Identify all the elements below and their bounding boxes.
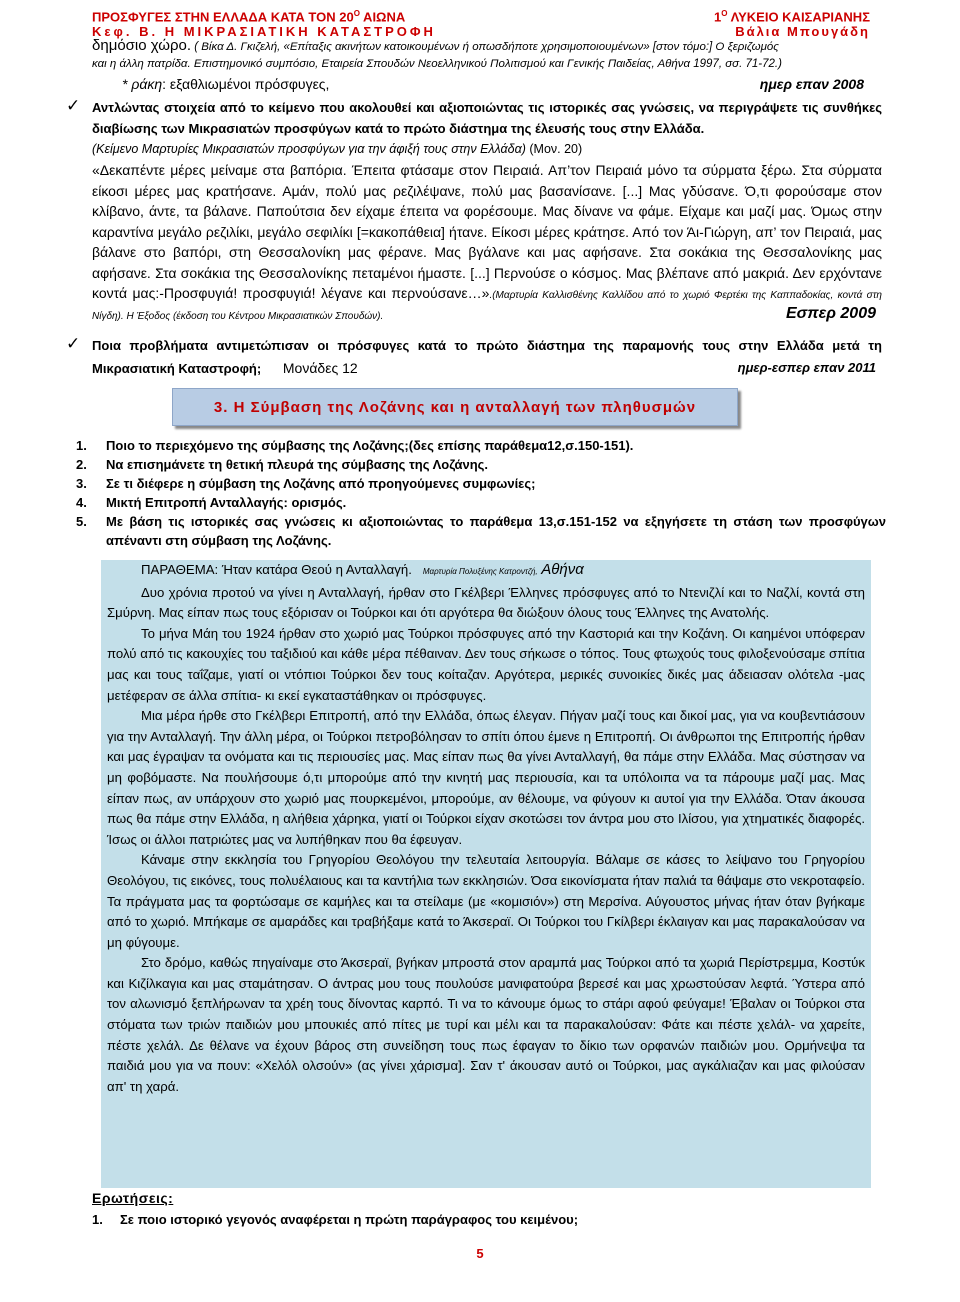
question-item: 1. Σε ποιο ιστορικό γεγονός αναφέρεται η πρώτη παράγραφος του κειμένου;: [92, 1212, 579, 1227]
question-a: [92, 97, 882, 325]
header-school: $1^O$ ΛΥΚΕΙΟ ΚΑΙΣΑΡΙΑΝΗΣ: [714, 9, 870, 25]
intro-reference-cont: και η άλλη πατρίδα. Επιστημονικό συμπόσιο, Εταιρεία Σπουδών Νεοελληνικού Πολιτισμού και Γενικής Παιδείας, Αθήνα 1997, σσ. 71-72.): [92, 58, 782, 70]
question-b-date: ημερ-εσπερ επαν 2011: [737, 360, 876, 375]
question-a-text: Αντλώντας στοιχεία από το κείμενο που ακολουθεί και αξιοποιώντας τις ιστορικές σας γνώσεις, να περιγράψετε τις συνθήκες διαβίωσης των Μικρασιατών προσφύγων κατά το πρώτο διάστημα της έλευσής τους στην Ελλάδα.: [92, 100, 882, 136]
header-chapter: Κεφ. Β. Η ΜΙΚΡΑΣΙΑΤΙΚΗ ΚΑΤΑΣΤΡΟΦΗ: [92, 24, 436, 40]
source-box: [101, 560, 871, 1188]
header-course-title: ΠΡΟΣΦΥΓΕΣ ΣΤΗΝ ΕΛΛΑΔΑ ΚΑΤΑ ΤΟΝ $20^O$ ΑΙΩΝΑ: [92, 9, 406, 25]
question-a-date: Εσπερ 2009: [785, 305, 876, 322]
intro-reference: ( Βίκα Δ. Γκιζελή, «Επίταξις ακινήτων κατοικουμένων ή οπωσδήποτε χρησιμοποιουμένων» [στον τόμο:] Ο ξεριζωμός: [191, 41, 779, 53]
list-item: 2. Να επισημάνετε τη θετική πλευρά της σύμβασης της Λοζάνης.: [76, 457, 489, 472]
questions-heading: Ερωτήσεις:: [92, 1190, 174, 1206]
intro-block: [92, 35, 882, 95]
checkmark-icon: ✓: [66, 334, 81, 353]
list-item: 3. Σε τι διέφερε η σύμβαση της Λοζάνης από προηγούμενες συμφωνίες;: [76, 476, 536, 491]
question-b-text: Ποια προβλήματα αντιμετώπισαν οι πρόσφυγες κατά το πρώτο διάστημα της παραμονής τους στην Ελλάδα μετά τη Μικρασιατική Καταστροφή;: [92, 338, 882, 376]
checkmark-icon: ✓: [66, 96, 81, 115]
list-item: 4. Μικτή Επιτροπή Ανταλλαγής: ορισμός.: [76, 495, 347, 510]
question-b: [92, 335, 882, 380]
source-paragraph: Στο δρόμο, καθώς πηγαίναμε στο Άκσεραϊ, βγήκαν μπροστά στον αραμπά μας Τούρκοι από τα χωριά Περίστρεμμα, Κοστύκ και Κιζίλκαγια και μας σταμάτησαν. Ο άντρας μου τους πουλούσε μανιφατούρα βερεσέ και μας χρωστούσαν λεφτά. Ύστερα από τον αλωνισμό ξεπλήρωναν τα χρέη τους δίνοντας καρπό. Τι να το κάνουμε όμως το στάρι αφού φεύγαμε! Έβαλαν οι Τούρκοι στα στόματα των τριών παιδιών μου μπουκιές από πίτες με τυρί και μέλι και τα παρακαλούσαν: Φάτε και πέστε χελάλ- να χαρείτε, πέστε χελάλ. Δε θέλανε να έχουν βάρος στη συνείδηση τους πως έφαγαν το δίκιο των ορφανών παιδιών μου. Ορμήνεψα τα παιδιά μου για να πουν: «Χελόλ ολσούν» (ας γίνει χάρισμα]. Σαν τ' άκουσαν αυτό οι Τούρκοι, μας αγκάλιαζαν και μας φιλούσαν απ' τη χαρά.: [107, 955, 865, 1094]
source-paragraph: Το μήνα Μάη του 1924 ήρθαν στο χωριό μας Τούρκοι πρόσφυγες από την Καστοριά και την Κοζάνη. Οι καημένοι υπόφεραν πολύ από τις κακουχίες του ταξιδιού και κάθε μέρα πέθαιναν. Δεν τους σήκωσε ο τόπος. Τους φτωχούς τους φιλοξενούσαμε σπίτια μας και τους ταΐζαμε, γιατί οι ντόπιοι Τούρκοι δεν τους κοίταζαν. Αργότερα, μερικές συνοικίες δικές μας άδειασαν ολότελα -μας μετέφεραν σε άλλα σπίτια- κι εκεί εγκαταστάθηκαν οι πρόσφυγες.: [107, 625, 865, 703]
section-title: 3. Η Σύμβαση της Λοζάνης και η ανταλλαγή των πληθυσμών: [172, 388, 738, 426]
page-number: 5: [476, 1246, 484, 1261]
question-a-source: (Κείμενο Μαρτυρίες Μικρασιατών προσφύγων για την άφιξή τους στην Ελλάδα) (Μον. 20): [92, 142, 583, 156]
intro-text: δημόσιο χώρο.: [92, 37, 192, 54]
source-paragraph: Μια μέρα ήρθε στο Γκέλβερι Επιτροπή, από την Ελλάδα, όπως έλεγαν. Πήγαν μαζί τους και δικοί μας, για να κουβεντιάσουν για την Ανταλλαγή. Την άλλη μέρα, οι Τούρκοι πετροβόλησαν το σπίτι όπου έμενε η Επιτροπή. Οι άνθρωποι της Επιτροπής ήρθαν και μας έγραψαν τα ονόματα και τις περιουσίες μας. Μας είπαν πως θα γίνει Ανταλλαγή, θα πάμε στην Ελλάδα. Μας σύστησαν να μη φοβόμαστε. Να πουλήσουμε ό,τι μπορούμε από την κινητή μας περιουσία, και τα υπόλοιπα να τα πάρουμε μαζί μας. Μας είπαν πως, αν υπάρχουν στο χωριό μας πουρκεμένοι, μπορούμε, αν θέλουμε, να φύγουν κι αυτοί για την Ελλάδα. Όταν άκουσα πως θα πάμε στην Ελλάδα, η αλήθεια χάρηκα, γιατί οι Τούρκοι είχαν σκοτώσει τον άντρα μου στο Ιλίσου, για χτηματικές διαφορές. Ίσως οι άλλοι πατριώτες μας να λυπήθηκαν που θα έφευγαν.: [107, 708, 865, 847]
footnote-date: ημερ επαν 2008: [759, 76, 864, 92]
question-b-points: Μονάδες 12: [282, 360, 358, 376]
list-item: 1. Ποιο το περιεχόμενο της σύμβασης της Λοζάνης;(δες επίσης παράθεμα12,σ.150-151).: [76, 438, 634, 453]
source-paragraph: Δυο χρόνια προτού να γίνει η Ανταλλαγή, ήρθαν στο Γκέλβερι Έλληνες πρόσφυγες από το Ντενιζλί και το Ναζλί, κοντά στη Σμύρνη. Μας είπαν πως τους εξόρισαν οι Τούρκοι και ότι αργότερα θα διώξουν όλους τους Έλληνες της Ανατολής.: [107, 584, 865, 621]
question-a-quote: «Δεκαπέντε μέρες μείναμε στα βαπόρια. Έπειτα φτάσαμε στον Πειραιά. Απ’τον Πειραιά μόνο τα σύρματα ξέρω. Στα σύρματα είκοσι μέρες μας κρατήσανε. Αμάν, πολύ μας ρεζιλέψανε, πολύ μας βασανίσανε. [...] Μας γδύσανε. Ό,τι φορούσαμε στον κλίβανο, άντε, τα βάλανε. Παπούτσια δεν είχαμε έπειτα να φορέσουμε. Μας δίνανε να φάμε. Είχαμε και μαζί μας. Όμως στην καραντίνα μεγάλο ρεζιλίκι, μεγάλο σεφιλίκι [=κακοπάθεια] ήτανε. Είκοσι μέρες κράτησε. Από τον Άι-Γιώργη, απ’ τον Πειραιά, μας βάλανε στο βαπόρι, στη Θεσσαλονίκη μας φέρανε. Μας βγάλανε και μας αφήσανε. Στα σοκάκια της Θεσσαλονίκης μας αφήσανε. Στα σοκάκια της Θεσσαλονίκης πεταμένοι ήμαστε. [...] Περνούσε ο κόσμος. Μας βλέπανε από μακριά. Δεν ερχόντανε κοντά μας:-Προσφυγιά! προσφυγιά! λέγανε και περνούσανε…».(Μαρτυρία Καλλισθένης Καλλίδου από το χωριό Φερτέκι της Καππαδοκίας, κοντά στη Νίγδη). Η Έξοδος (έκδοση του Κέντρου Μικρασιατικών Σπουδών). Εσπερ 2009: [92, 160, 882, 325]
header-author: Βάλια Μπουγάδη: [735, 24, 870, 40]
list-item: 5. Με βάση τις ιστορικές σας γνώσεις κι αξιοποιώντας το παράθεμα 13,σ.151-152 να εξηγήσετε τη στάση των προσφύγων απέναντι στη σύμβαση της Λοζάνης.: [76, 514, 886, 548]
footnote: * ράκη: εξαθλιωμένοι πρόσφυγες, ημερ επαν 2008: [122, 74, 882, 95]
questions-list: [76, 436, 886, 550]
source-heading: ΠΑΡΑΘΕΜΑ: Ήταν κατάρα Θεού η Ανταλλαγή. Μαρτυρία Πολυξένης Κατροντζή, Αθήνα: [141, 561, 584, 578]
source-paragraph: Κάναμε στην εκκλησία του Γρηγορίου Θεολόγου την τελευταία λειτουργία. Βάλαμε σε κάσες το λείψανο του Γρηγορίου Θεολόγου, τις εικόνες, τους πολυέλαιους και τα καντήλια των εκκλησιών. Όσα εικονίσματα ήταν παλιά τα θάψαμε στο νεκροταφείο. Τα πράγματα μας τα φορτώσαμε σε καμήλες και τα στείλαμε (με «κομισιόν») στη Μερσίνα. Αύγουστος μήνας ήταν όταν βγήκαμε από το χωριό. Μπήκαμε σε αμαράδες και τραβήξαμε κατά το Άκσεραϊ. Οι Τούρκοι του Γκίλβερι έκλαιγαν και μας παρακαλούσαν να μη φύγουμε.: [107, 852, 865, 950]
